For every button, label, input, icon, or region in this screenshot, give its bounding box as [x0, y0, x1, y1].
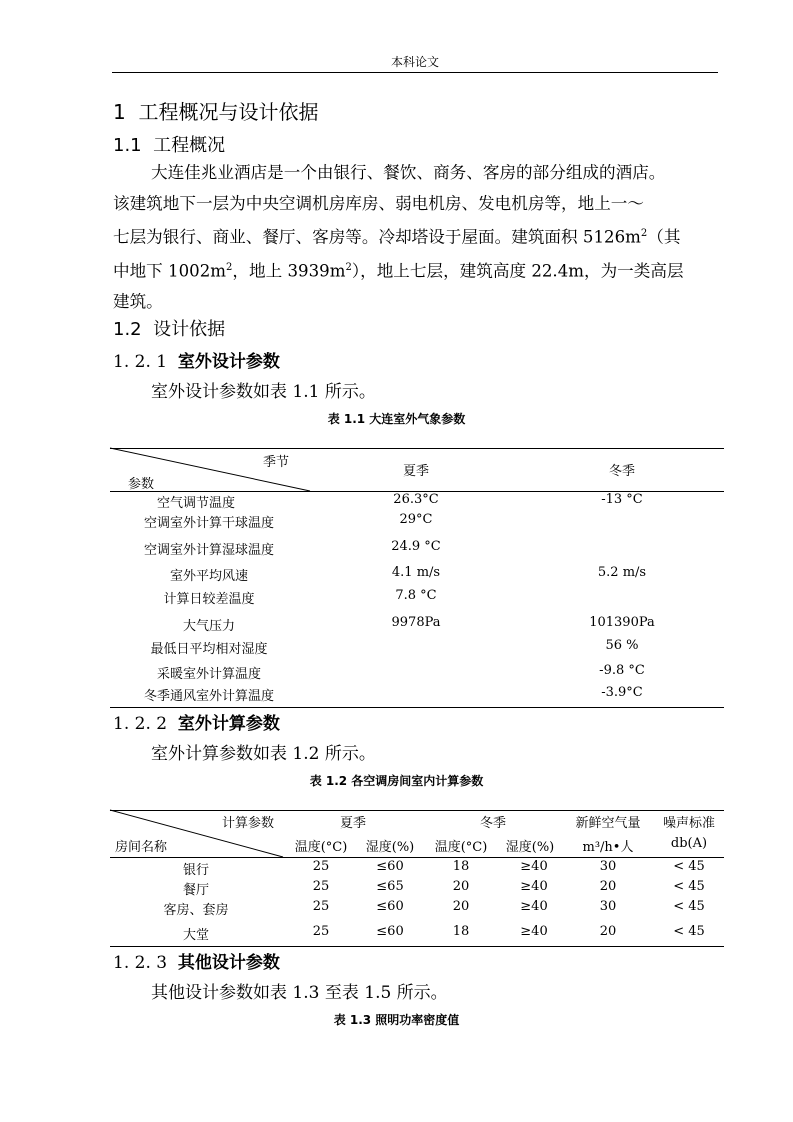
section-1-2-2-text: 室外计算参数如表 1.2 所示。 [151, 744, 376, 764]
table-2-col-winter: 冬季 [479, 816, 507, 831]
section-number: 1 [113, 100, 126, 124]
section-number: 1. 2. 3 [113, 953, 168, 973]
table-1-caption: 表 1.1 大连室外气象参数 [327, 412, 466, 426]
table-1-corner-top: 季节 [262, 455, 290, 470]
table-2-corner-top: 计算参数 [221, 816, 275, 831]
section-number: 1. 2. 1 [113, 352, 168, 372]
table-2-col-summer: 夏季 [339, 816, 367, 831]
section-title: 室外设计参数 [177, 352, 280, 372]
section-title: 其他设计参数 [177, 953, 280, 973]
section-number: 1. 2. 2 [113, 714, 168, 734]
overview-line: 该建筑地下一层为中央空调机房库房、弱电机房、发电机房等，地上一～ [113, 193, 644, 213]
section-1-2-3-text: 其他设计参数如表 1.3 至表 1.5 所示。 [151, 983, 448, 1003]
table-2-sub-fresh-unit: m³/h•人 [582, 840, 634, 855]
section-title: 室外计算参数 [177, 714, 280, 734]
section-number: 1.1 [113, 135, 142, 156]
table-2-caption: 表 1.2 各空调房间室内计算参数 [309, 774, 484, 788]
table-1-col-winter: 冬季 [608, 464, 636, 479]
section-1-2-3-heading [113, 948, 280, 973]
overview-line: 七层为银行、商业、餐厅、客房等。冷却塔设于屋面。建筑面积 $5126m^2$（其 [113, 227, 681, 247]
section-title: 工程概况 [153, 135, 226, 156]
table-2-sub-winter-temp: 温度(°C) [434, 840, 488, 855]
table-1-col-summer: 夏季 [402, 464, 430, 479]
section-title: 工程概况与设计依据 [138, 100, 319, 124]
section-1-2-1-text: 室外设计参数如表 1.1 所示。 [151, 382, 376, 402]
overview-line: 建筑。 [113, 292, 163, 312]
table-3-caption: 表 1.3 照明功率密度值 [333, 1013, 460, 1027]
table-2-sub-noise-unit: db(A) [670, 836, 708, 851]
table-2-sub-summer-temp: 温度(°C) [294, 840, 348, 855]
overview-line: 中地下 $1002m^2$，地上 $3939m^2$），地上七层，建筑高度 22.4m，为一类高层 [113, 261, 684, 281]
overview-line: 大连佳兆业酒店是一个由银行、餐饮、商务、客房的部分组成的酒店。 [151, 163, 666, 182]
section-number: 1.2 [113, 319, 142, 340]
table-2-corner-bottom: 房间名称 [114, 840, 168, 855]
table-2-sub-winter-humidity: 湿度(%) [505, 840, 555, 855]
page-header: 本科论文 [112, 52, 718, 73]
section-title: 设计依据 [153, 319, 226, 340]
table-2-col-noise: 噪声标准 [662, 816, 716, 831]
table-2-sub-summer-humidity: 湿度(%) [365, 840, 415, 855]
table-2-col-fresh-air: 新鲜空气量 [575, 816, 641, 831]
table-1-corner-bottom: 参数 [127, 477, 155, 492]
